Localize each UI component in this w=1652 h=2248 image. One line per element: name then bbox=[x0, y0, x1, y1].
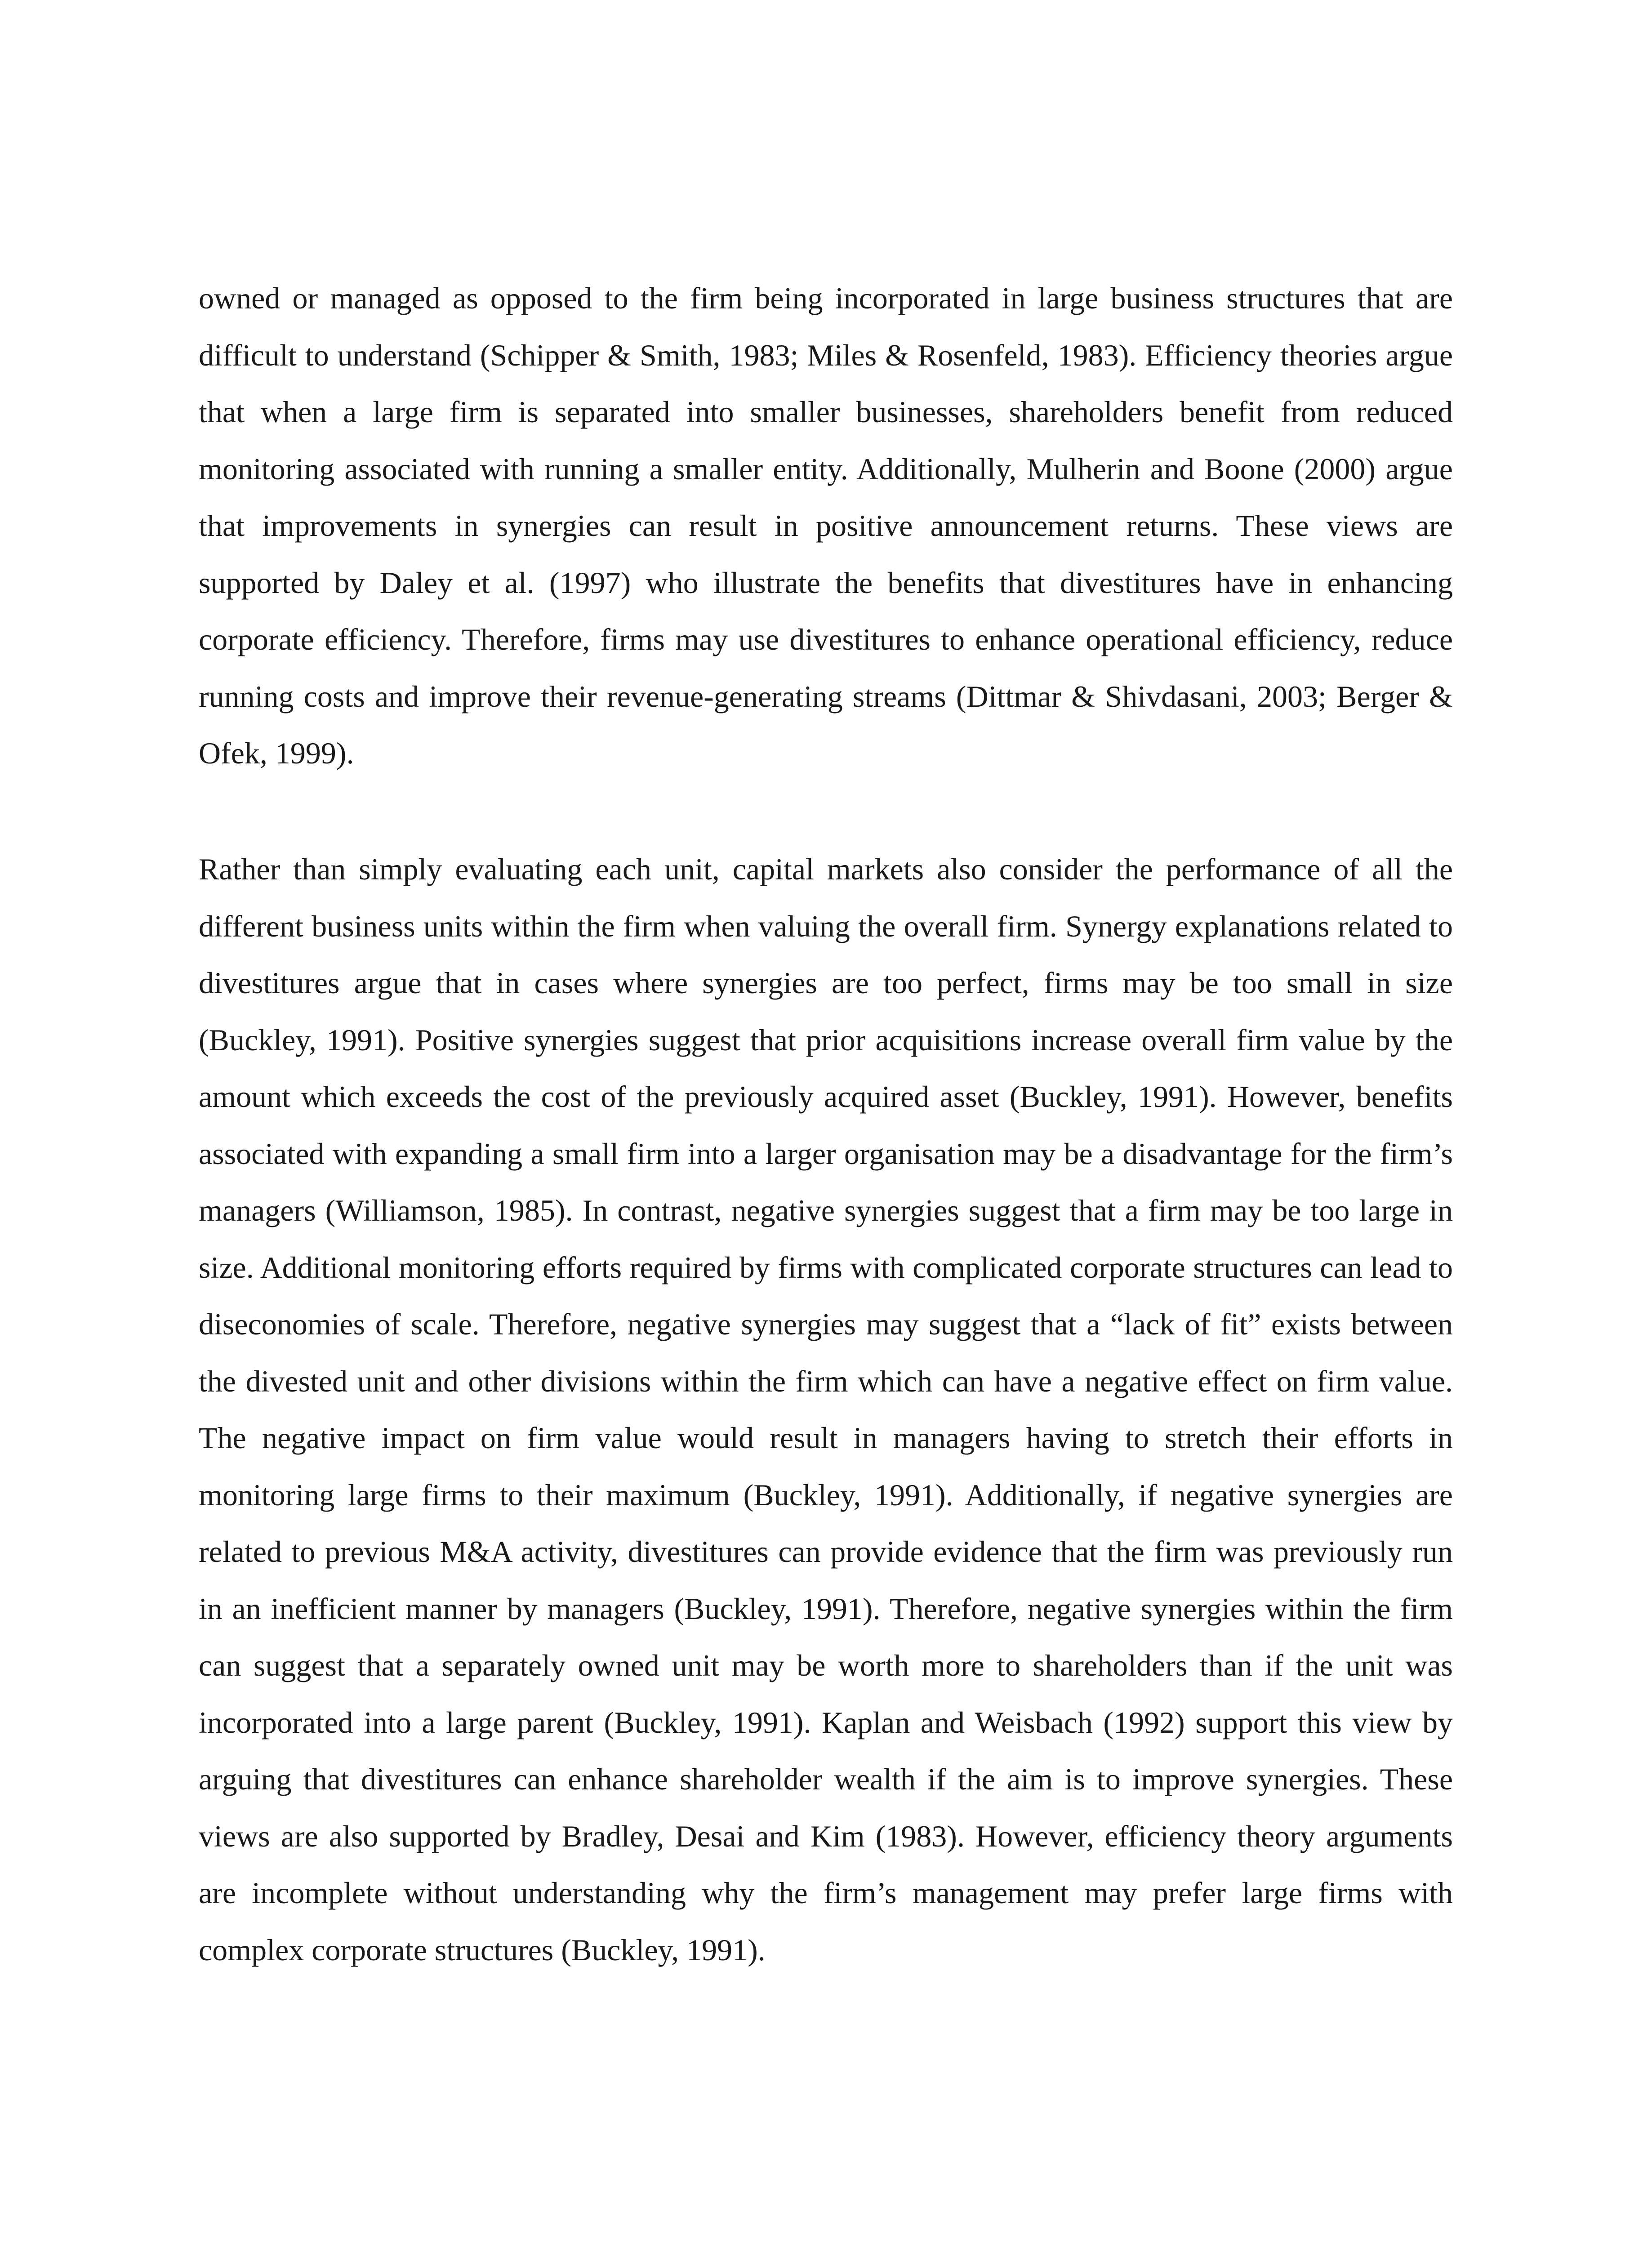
body-paragraph-2: Rather than simply evaluating each unit, capital markets also consider the performance of all the different business units within the firm when valuing the overall firm. Synergy explanations related to divestitures argue that in cases where synergies are too perfect, firms may be too small in size (Buckley, 1991). Positive synergies suggest that prior acquisitions increase overall firm value by the amount which exceeds the cost of the previously acquired asset (Buckley, 1991). However, benefits associated with expanding a small firm into a larger organisation may be a disadvantage for the firm’s managers (Williamson, 1985). In contrast, negative synergies suggest that a firm may be too large in size. Additional monitoring efforts required by firms with complicated corporate structures can lead to diseconomies of scale. Therefore, negative synergies may suggest that a “lack of fit” exists between the divested unit and other divisions within the firm which can have a negative effect on firm value. The negative impact on firm value would result in managers having to stretch their efforts in monitoring large firms to their maximum (Buckley, 1991). Additionally, if negative synergies are related to previous M&A activity, divestitures can provide evidence that the firm was previously run in an inefficient manner by managers (Buckley, 1991). Therefore, negative synergies within the firm can suggest that a separately owned unit may be worth more to shareholders than if the unit was incorporated into a large parent (Buckley, 1991). Kaplan and Weisbach (1992) support this view by arguing that divestitures can enhance shareholder wealth if the aim is to improve synergies. These views are also supported by Bradley, Desai and Kim (1983). However, efficiency theory arguments are incomplete without understanding why the firm’s management may prefer large firms with complex corporate structures (Buckley, 1991). bbox=[199, 852, 1453, 1967]
body-paragraph-1: owned or managed as opposed to the firm being incorporated in large business structures that are difficult to understand (Schipper & Smith, 1983; Miles & Rosenfeld, 1983). Efficiency theories argue that when a large firm is separated into smaller businesses, shareholders benefit from reduced monitoring associated with running a smaller entity. Additionally, Mulherin and Boone (2000) argue that improvements in synergies can result in positive announcement returns. These views are supported by Daley et al. (1997) who illustrate the benefits that divestitures have in enhancing corporate efficiency. Therefore, firms may use divestitures to enhance operational efficiency, reduce running costs and improve their revenue-generating streams (Dittmar & Shivdasani, 2003; Berger & Ofek, 1999). bbox=[199, 281, 1453, 770]
